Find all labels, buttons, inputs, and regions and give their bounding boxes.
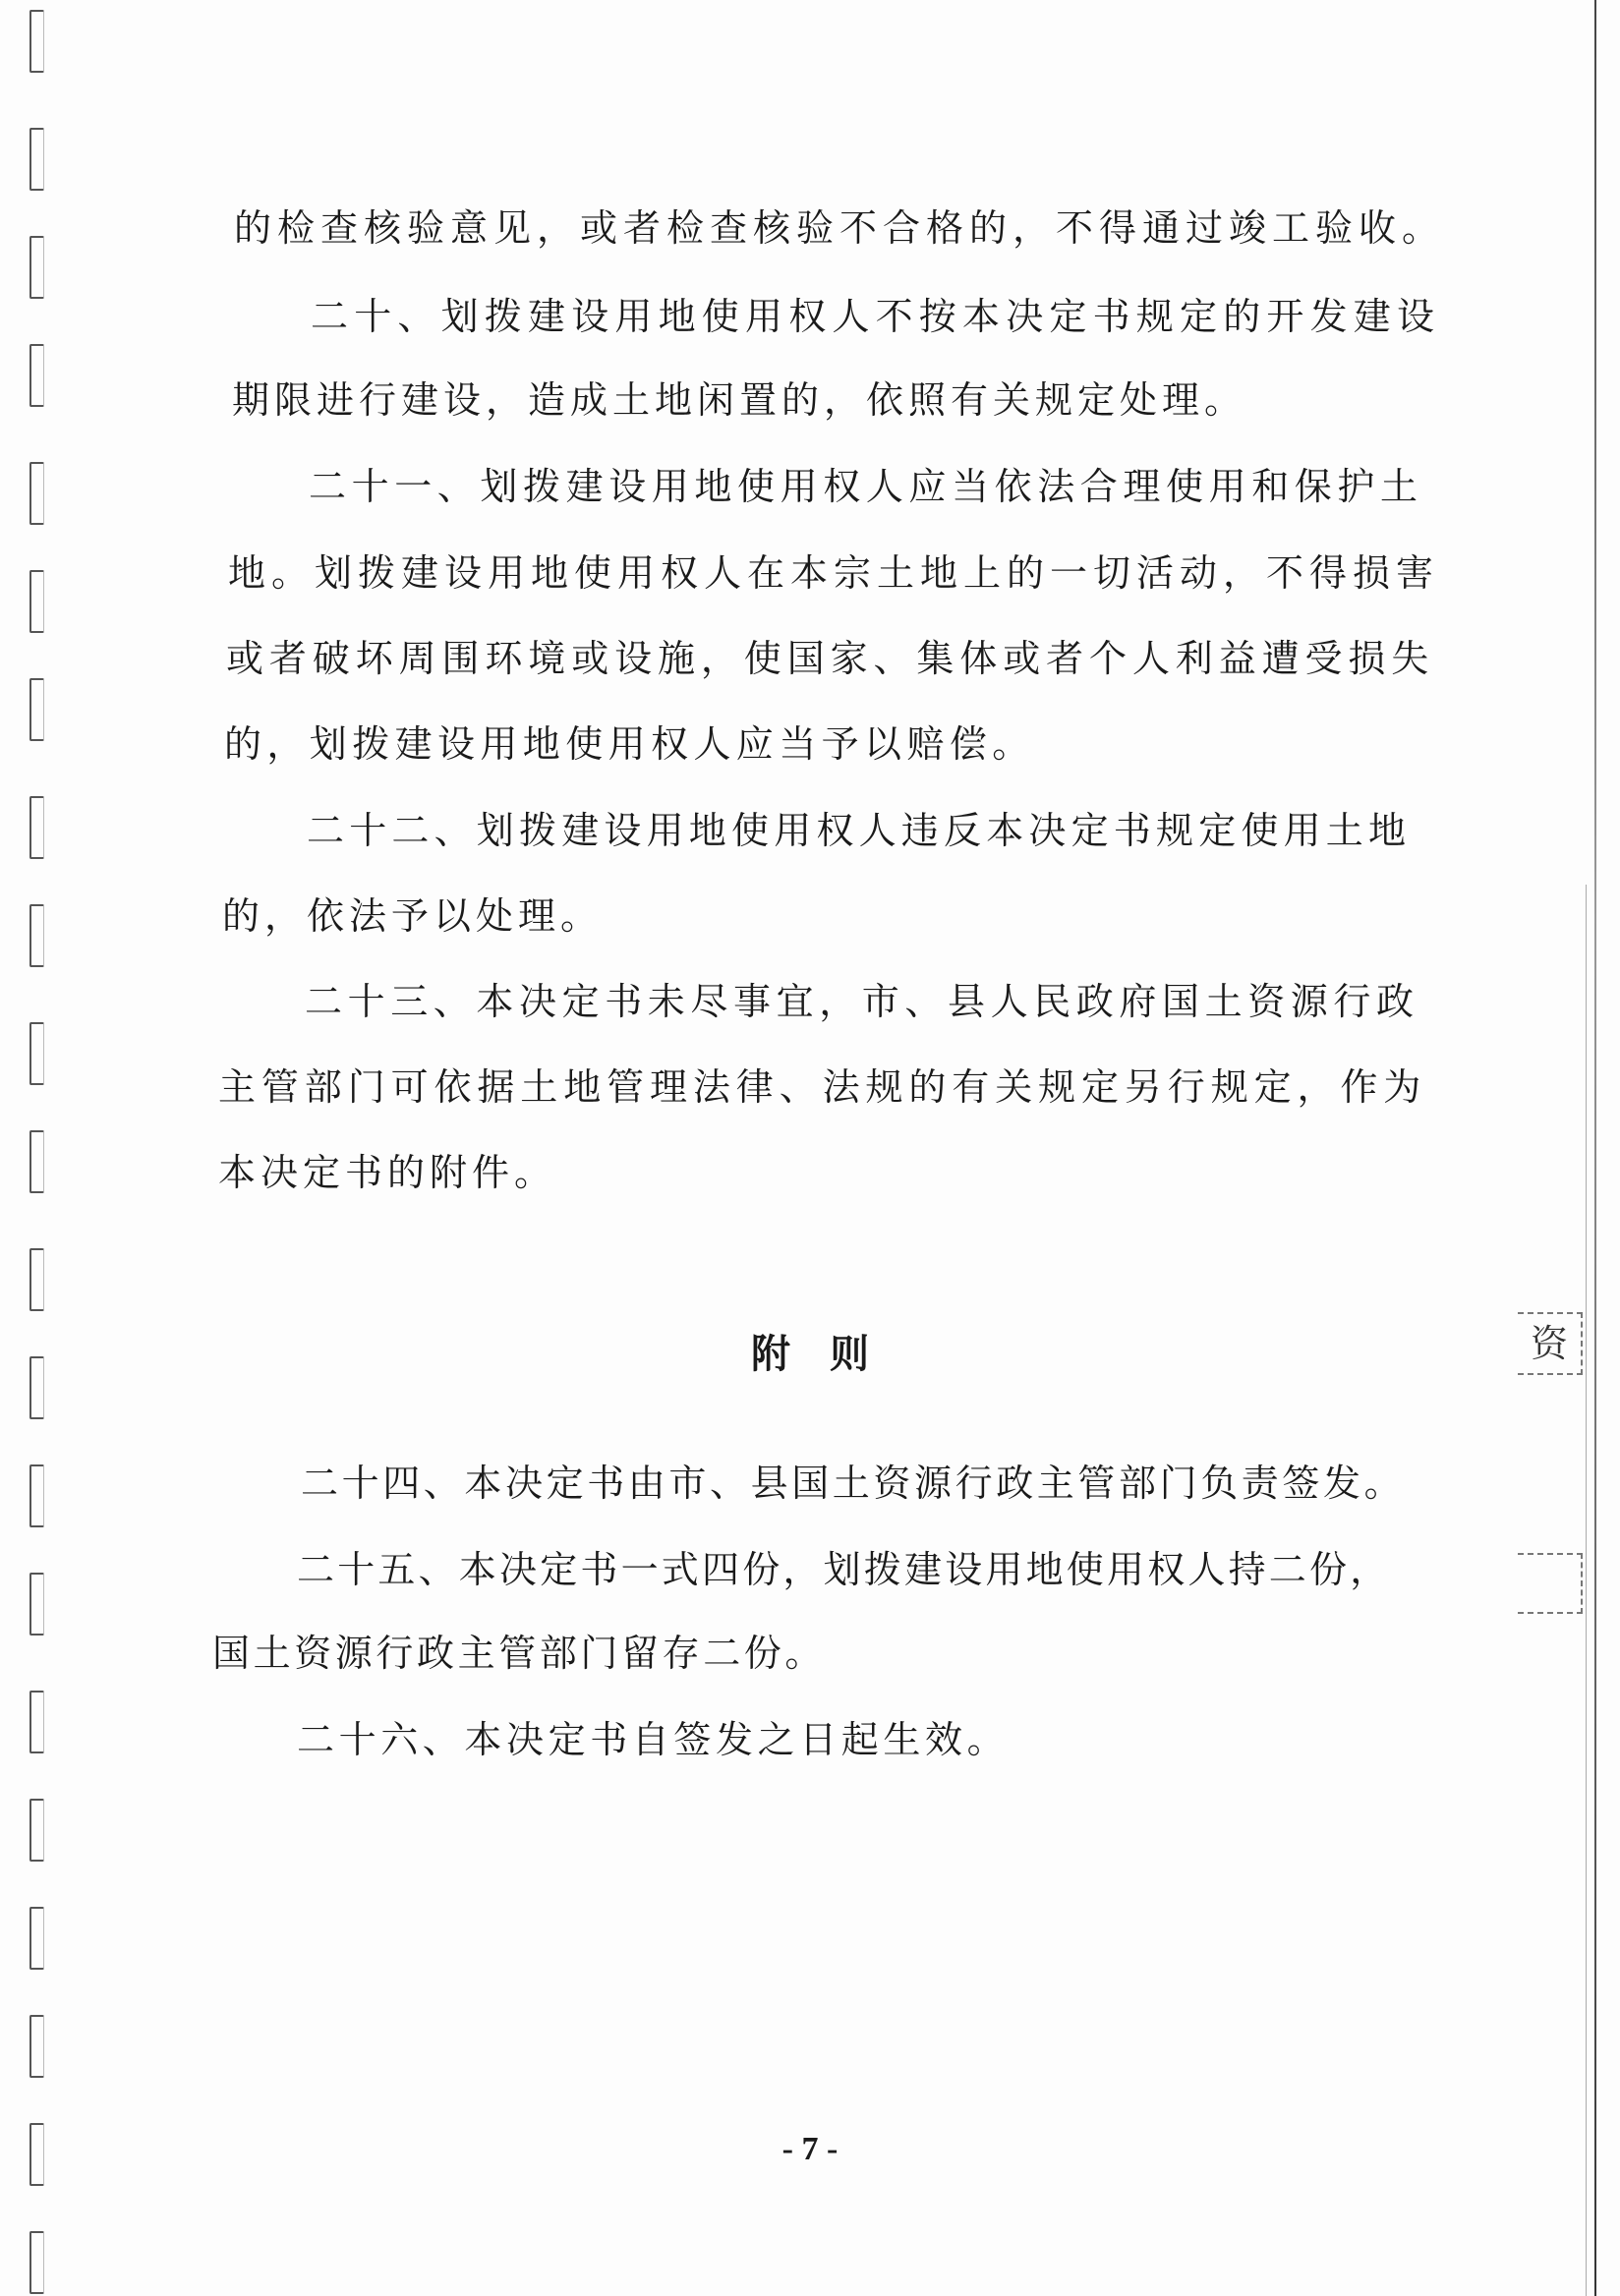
page-number: - 7 -	[781, 2131, 839, 2167]
body-line-5: 地。划拨建设用地使用权人在本宗土地上的一切活动，不得损害	[228, 551, 1440, 595]
body-line-6: 或者破坏周围环境或设施，使国家、集体或者个人利益遭受损失	[226, 637, 1435, 680]
body-line-11: 主管部门可依据土地管理法律、法规的有关规定另行规定，作为	[218, 1065, 1427, 1109]
page-edge-line	[1586, 885, 1587, 2296]
binding-mark	[29, 1691, 44, 1753]
appendix-line-1: 二十四、本决定书由市、县国土资源行政主管部门负责签发。	[301, 1462, 1406, 1505]
body-line-3: 期限进行建设，造成土地闲置的，依照有关规定处理。	[232, 378, 1247, 422]
binding-mark	[29, 1799, 44, 1862]
binding-mark	[29, 1907, 44, 1970]
appendix-line-2: 二十五、本决定书一式四份，划拨建设用地使用权人持二份，	[297, 1548, 1391, 1591]
body-line-1: 的检查核验意见，或者检查核验不合格的，不得通过竣工验收。	[234, 206, 1446, 250]
binding-mark	[29, 1248, 44, 1311]
binding-mark	[29, 128, 44, 191]
binding-mark	[29, 1022, 44, 1085]
section-heading: 附 则	[751, 1332, 869, 1377]
body-line-10: 二十三、本决定书未尽事宜，市、县人民政府国土资源行政	[305, 980, 1419, 1023]
binding-mark	[29, 1130, 44, 1193]
seal-fragment	[1518, 1553, 1583, 1614]
binding-mark	[29, 344, 44, 407]
body-line-9: 的，依法予以处理。	[222, 894, 604, 938]
body-line-7: 的，划拨建设用地使用权人应当予以赔偿。	[224, 722, 1035, 766]
binding-mark	[29, 10, 44, 73]
binding-mark	[29, 1573, 44, 1636]
binding-mark	[29, 2231, 44, 2294]
binding-mark	[29, 236, 44, 299]
binding-mark	[29, 1464, 44, 1527]
seal-fragment: 资	[1518, 1312, 1583, 1375]
body-line-4: 二十一、划拨建设用地使用权人应当依法合理使用和保护土	[309, 465, 1423, 508]
page-edge-line	[1594, 0, 1596, 2296]
binding-mark	[29, 570, 44, 633]
body-line-2: 二十、划拨建设用地使用权人不按本决定书规定的开发建设	[311, 295, 1441, 338]
binding-mark	[29, 678, 44, 741]
body-line-12: 本决定书的附件。	[218, 1151, 557, 1194]
binding-mark	[29, 2015, 44, 2078]
appendix-line-3: 国土资源行政主管部门留存二份。	[212, 1632, 827, 1675]
binding-mark	[29, 462, 44, 525]
body-line-8: 二十二、划拨建设用地使用权人违反本决定书规定使用土地	[307, 809, 1412, 852]
binding-mark	[29, 796, 44, 859]
appendix-line-4: 二十六、本决定书自签发之日起生效。	[297, 1718, 1010, 1761]
binding-mark	[29, 904, 44, 967]
